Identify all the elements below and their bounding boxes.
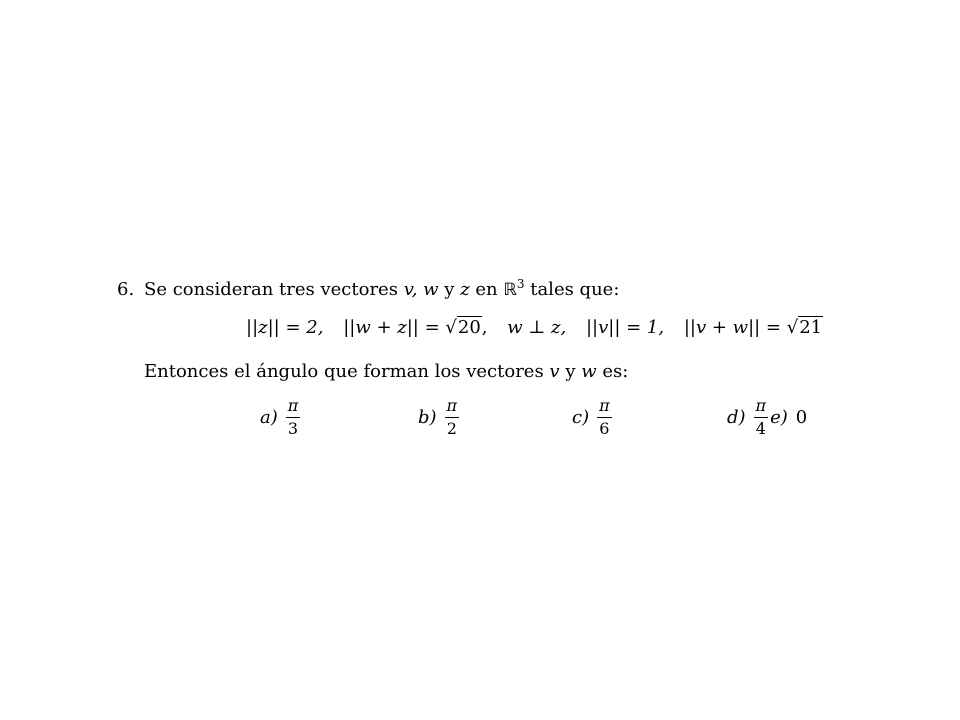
question-suffix: es: [596, 361, 629, 382]
option-d-label: d) [727, 406, 746, 428]
question-line [144, 358, 628, 386]
condition-norm-v: ||v|| = 1, [585, 317, 665, 338]
option-d-numerator: π [754, 396, 769, 418]
comma: , [481, 317, 488, 338]
question-prefix: Entonces el ángulo que forman los vectores [144, 361, 550, 382]
vector-z: z [460, 279, 470, 300]
problem-intro-line [117, 276, 857, 304]
question-w: w [581, 361, 597, 382]
sqrt-21 [787, 314, 823, 342]
option-a-label: a) [260, 406, 278, 428]
option-b-denominator: 2 [446, 418, 457, 438]
vector-list: v, w [403, 279, 439, 300]
condition-norm-v-plus-w-lhs: ||v + w|| = [683, 317, 787, 338]
option-d-denominator: 4 [755, 418, 766, 438]
sqrt-20 [445, 314, 481, 342]
option-c-numerator: π [597, 396, 612, 418]
condition-norm-w-plus-z-lhs: ||w + z|| = [343, 317, 446, 338]
option-d[interactable] [727, 392, 807, 442]
option-e-label[interactable]: e) [770, 406, 788, 428]
condition-norm-v-plus-w [684, 317, 823, 338]
space-exponent: 3 [516, 277, 525, 291]
condition-norm-w-plus-z [343, 317, 487, 338]
radicand-21: 21 [799, 317, 823, 338]
question-y: y [559, 361, 582, 382]
radicand-20: 20 [457, 317, 481, 338]
option-d-fraction [754, 396, 769, 439]
condition-norm-z: ||z|| = 2, [246, 317, 324, 338]
option-c[interactable] [572, 392, 612, 442]
option-c-label: c) [572, 406, 590, 428]
problem-number: 6. [117, 279, 135, 300]
option-a-fraction [286, 396, 301, 439]
option-c-fraction [597, 396, 612, 439]
sqrt-symbol: √ [445, 317, 457, 338]
en-word: en [469, 279, 504, 300]
option-a-denominator: 3 [287, 418, 299, 438]
option-b-fraction [445, 396, 460, 439]
option-a[interactable] [260, 392, 300, 442]
question-v: v [549, 361, 560, 382]
intro-text: Se consideran tres vectores [144, 279, 404, 300]
option-b[interactable] [418, 392, 459, 442]
condition-w-perp-z: w ⊥ z, [507, 317, 567, 338]
problem-statement [117, 276, 857, 304]
option-c-denominator: 6 [599, 418, 610, 438]
tales-que: tales que: [524, 279, 620, 300]
real-space-symbol: ℝ [503, 280, 517, 300]
option-a-numerator: π [286, 396, 301, 418]
y-word: y [438, 279, 461, 300]
answer-options [0, 392, 960, 442]
conditions-display [246, 314, 823, 342]
option-b-numerator: π [445, 396, 460, 418]
option-b-label: b) [418, 406, 437, 428]
sqrt-symbol: √ [786, 317, 799, 338]
option-e-value: 0 [795, 406, 808, 428]
